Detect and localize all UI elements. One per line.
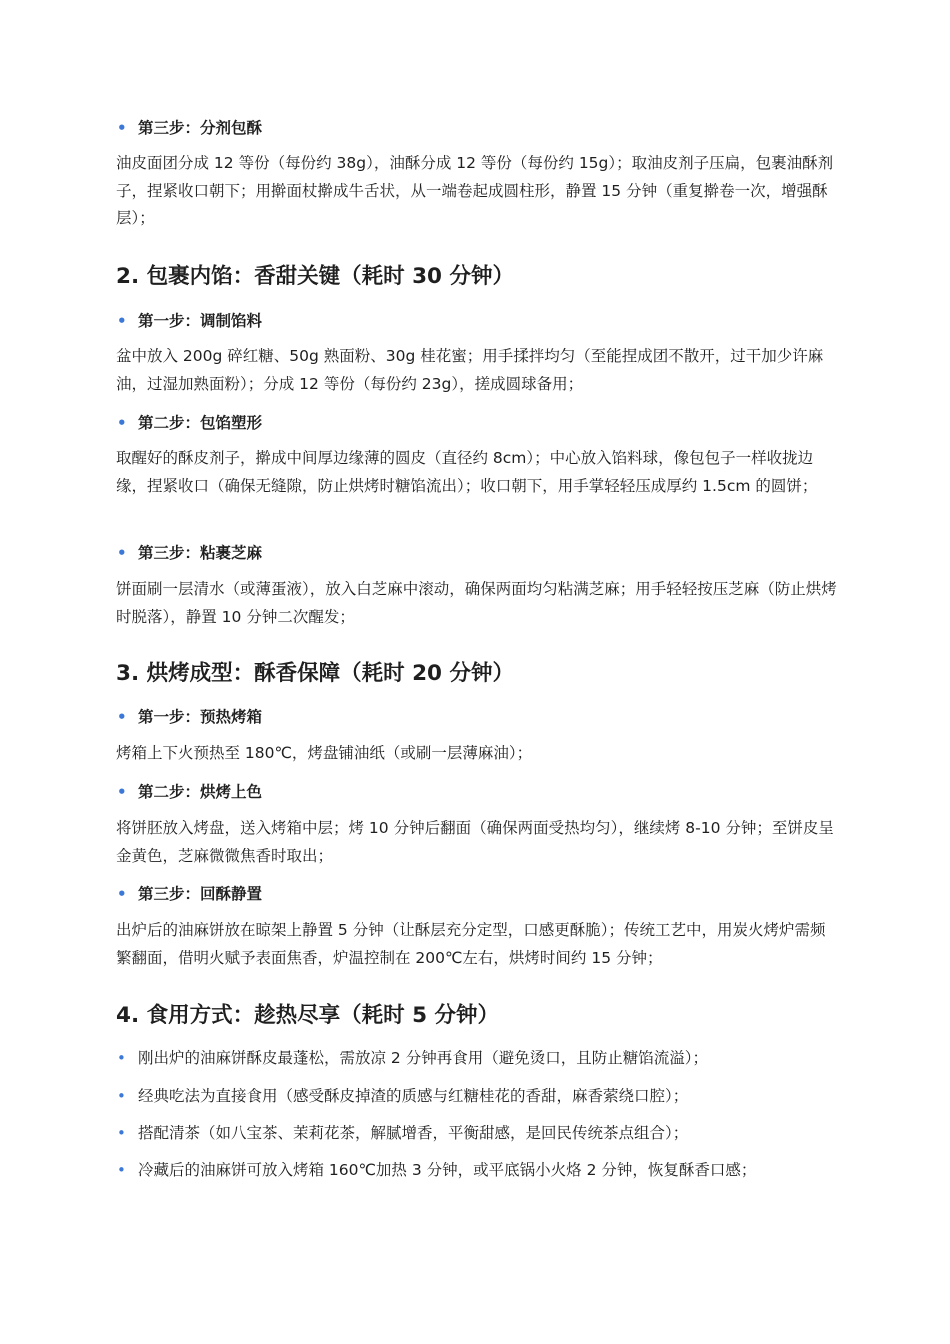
step-title-text: 第三步：回酥静置 (138, 885, 263, 903)
step-description: 油皮面团分成 12 等份（每份约 38g），油酥分成 12 等份（每份约 15g）；取油皮剂子压扁，包裹油酥剂子，捏紧收口朝下；用擀面杖擀成牛舌状，从一端卷起成圆柱形，静置 15 分钟（重复擀卷一次，增强酥层）； (116, 154, 834, 227)
step-title (116, 542, 838, 564)
step-description: 取醒好的酥皮剂子，擀成中间厚边缘薄的圆皮（直径约 8cm）；中心放入馅料球，像包包子一样收拢边缘，捏紧收口（确保无缝隙，防止烘烤时糖馅流出）；收口朝下，用手掌轻轻压成厚约 1.5cm 的圆饼； (116, 449, 818, 495)
step-description: 将饼胚放入烤盘，送入烤箱中层；烤 10 分钟后翻面（确保两面受热均匀），继续烤 8-10 分钟；至饼皮呈金黄色，芝麻微微焦香时取出； (116, 819, 834, 865)
step-title-text: 第三步：粘裹芝麻 (138, 544, 263, 562)
bullet-icon: • (117, 119, 127, 137)
bullet-icon: • (117, 414, 127, 432)
step-description: 出炉后的油麻饼放在晾架上静置 5 分钟（让酥层充分定型，口感更酥脆）；传统工艺中，用炭火烤炉需频繁翻面，借明火赋予表面焦香，炉温控制在 200℃左右，烘烤时间约 15 分钟； (116, 921, 826, 967)
list-item (116, 1122, 838, 1144)
step-title-text: 第二步：包馅塑形 (138, 414, 263, 432)
list-item (116, 1159, 838, 1181)
list-item-text: 搭配清茶（如八宝茶、茉莉花茶，解腻增香，平衡甜感，是回民传统茶点组合）； (138, 1124, 689, 1142)
step-title-text: 第一步：调制馅料 (138, 312, 263, 330)
bullet-icon: • (117, 1049, 126, 1067)
bullet-icon: • (117, 1161, 126, 1179)
bullet-icon: • (117, 1087, 126, 1105)
section-heading: 4. 食用方式：趁热尽享（耗时 5 分钟） (116, 1003, 500, 1028)
list-item (116, 1085, 838, 1107)
step-title (116, 883, 838, 905)
step-title-text: 第一步：预热烤箱 (138, 708, 263, 726)
bullet-icon: • (117, 885, 127, 903)
list-item-text: 经典吃法为直接食用（感受酥皮掉渣的质感与红糖桂花的香甜，麻香萦绕口腔）； (138, 1087, 689, 1105)
step-description: 烤箱上下火预热至 180℃，烤盘铺油纸（或刷一层薄麻油）； (116, 744, 533, 762)
section-heading: 2. 包裹内馅：香甜关键（耗时 30 分钟） (116, 264, 515, 289)
section-heading: 3. 烘烤成型：酥香保障（耗时 20 分钟） (116, 661, 515, 686)
step-title (116, 310, 838, 332)
step-title-text: 第二步：烘烤上色 (138, 783, 263, 801)
list-item (116, 1047, 838, 1069)
bullet-icon: • (117, 1124, 126, 1142)
bullet-icon: • (117, 783, 127, 801)
step-title (116, 781, 838, 803)
bullet-icon: • (117, 544, 127, 562)
step-title (116, 412, 838, 434)
step-title (116, 706, 838, 728)
list-item-text: 冷藏后的油麻饼可放入烤箱 160℃加热 3 分钟，或平底锅小火烙 2 分钟，恢复酥香口感； (138, 1161, 757, 1179)
step-title-text: 第三步：分剂包酥 (138, 119, 263, 137)
bullet-icon: • (117, 312, 127, 330)
bullet-icon: • (117, 708, 127, 726)
step-title (116, 117, 838, 139)
step-description: 饼面刷一层清水（或薄蛋液），放入白芝麻中滚动，确保两面均匀粘满芝麻；用手轻轻按压芝麻（防止烘烤时脱落），静置 10 分钟二次醒发； (116, 580, 837, 626)
list-item-text: 刚出炉的油麻饼酥皮最蓬松，需放凉 2 分钟再食用（避免烫口，且防止糖馅流溢）； (138, 1049, 708, 1067)
step-description: 盆中放入 200g 碎红糖、50g 熟面粉、30g 桂花蜜；用手揉拌均匀（至能捏成团不散开，过干加少许麻油，过湿加熟面粉）；分成 12 等份（每份约 23g），搓成圆球备用； (116, 347, 824, 393)
